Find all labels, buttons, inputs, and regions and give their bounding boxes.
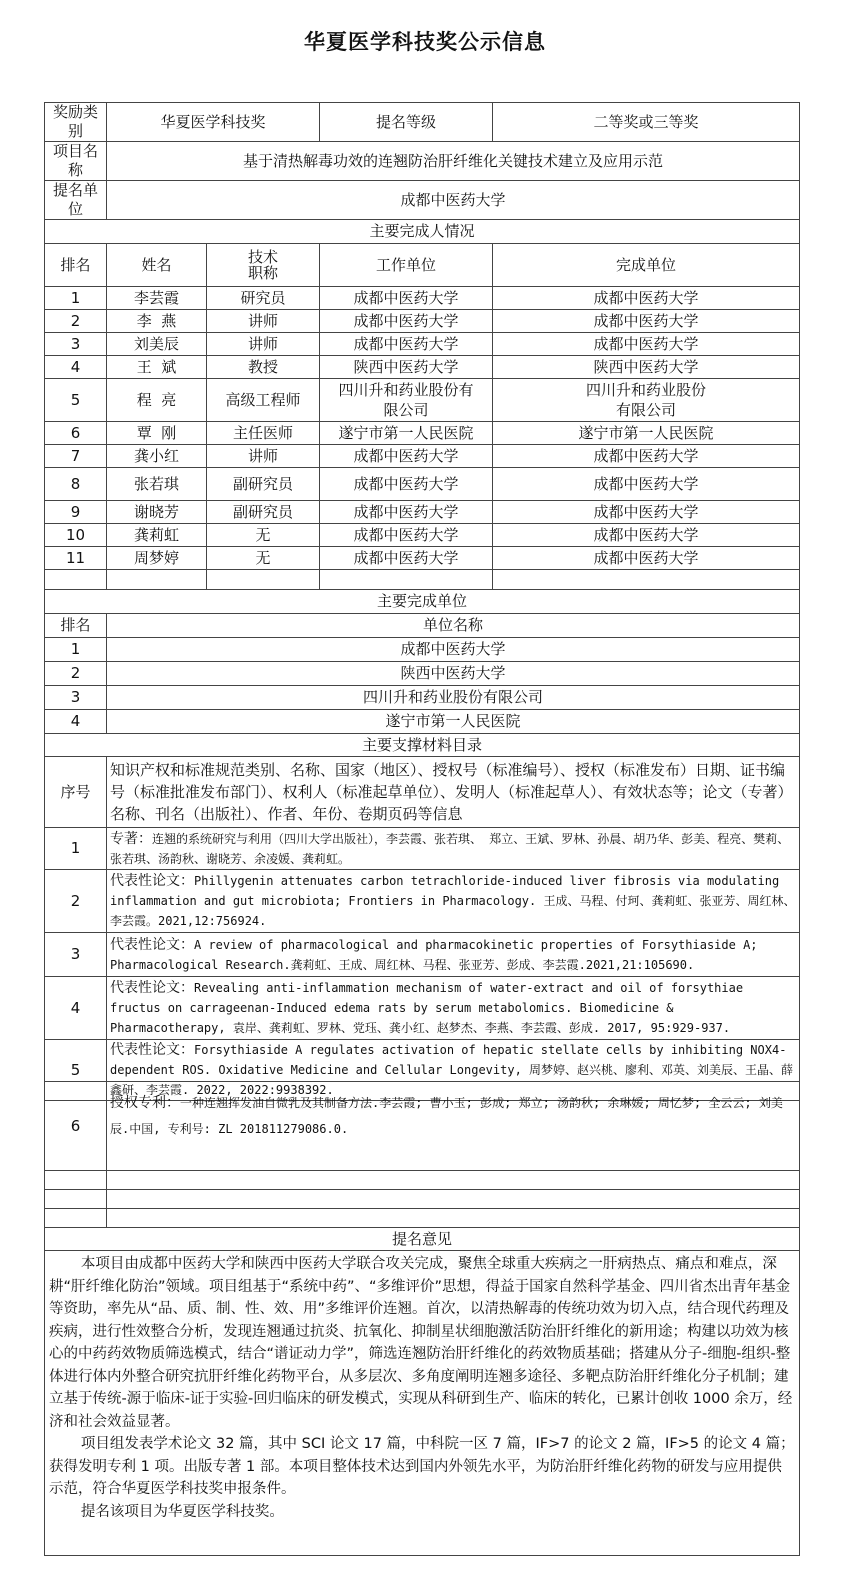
material-no: 6 xyxy=(45,1082,107,1171)
person-name: 程 亮 xyxy=(107,379,207,422)
person-rank: 10 xyxy=(45,524,107,547)
material-no: 4 xyxy=(45,977,107,1040)
opinion-section-title: 提名意见 xyxy=(45,1228,800,1251)
unit-row xyxy=(45,662,800,686)
unit-row xyxy=(45,710,800,734)
unit-rank: 4 xyxy=(45,710,107,734)
nominator-value: 成都中医药大学 xyxy=(107,181,800,220)
person-rank: 2 xyxy=(45,310,107,333)
unit-name: 遂宁市第一人民医院 xyxy=(107,710,800,734)
material-type: 代表性论文： xyxy=(110,1042,194,1058)
person-title: 讲师 xyxy=(207,310,320,333)
person-workplace: 成都中医药大学 xyxy=(320,524,493,547)
person-completion-unit: 成都中医药大学 xyxy=(493,310,800,333)
material-row xyxy=(45,977,800,1040)
persons-header-completion-unit: 完成单位 xyxy=(493,244,800,287)
person-title: 讲师 xyxy=(207,445,320,468)
person-workplace: 成都中医药大学 xyxy=(320,445,493,468)
persons-section-title: 主要完成人情况 xyxy=(45,220,800,244)
empty-cell xyxy=(107,1190,800,1209)
person-row xyxy=(45,287,800,310)
empty-cell xyxy=(45,1171,107,1190)
person-title: 无 xyxy=(207,547,320,570)
main-info-table xyxy=(44,102,800,1101)
units-header-name: 单位名称 xyxy=(107,614,800,638)
unit-rank: 1 xyxy=(45,638,107,662)
empty-cell xyxy=(207,570,320,590)
person-completion-unit: 成都中医药大学 xyxy=(493,547,800,570)
person-rank: 7 xyxy=(45,445,107,468)
person-name: 张若琪 xyxy=(107,468,207,501)
page-title: 华夏医学科技奖公示信息 xyxy=(304,30,546,54)
person-completion-unit: 四川升和药业股份 有限公司 xyxy=(493,379,800,422)
person-row xyxy=(45,501,800,524)
project-value: 基于清热解毒功效的连翘防治肝纤维化关键技术建立及应用示范 xyxy=(107,142,800,181)
opinion-body xyxy=(45,1251,800,1556)
award-value: 华夏医学科技奖 xyxy=(107,103,320,142)
materials-section-title: 主要支撑材料目录 xyxy=(45,734,800,757)
person-completion-unit: 遂宁市第一人民医院 xyxy=(493,422,800,445)
person-name: 王 斌 xyxy=(107,356,207,379)
person-workplace: 陕西中医药大学 xyxy=(320,356,493,379)
unit-rank: 2 xyxy=(45,662,107,686)
persons-header-title: 技术 职称 xyxy=(207,244,320,287)
materials-header-desc: 知识产权和标准规范类别、名称、国家（地区）、授权号（标准编号）、授权（标准发布）日期、证书编号（标准批准发布部门）、权利人（标准起草单位）、发明人（标准起草人）、有效状态等；论文（专著）名称、刊名（出版社）、作者、年份、卷期页码等信息 xyxy=(107,757,800,828)
material-type: 代表性论文： xyxy=(110,873,194,889)
person-rank: 3 xyxy=(45,333,107,356)
person-workplace: 成都中医药大学 xyxy=(320,287,493,310)
unit-row xyxy=(45,638,800,662)
units-header-rank: 排名 xyxy=(45,614,107,638)
grade-value: 二等奖或三等奖 xyxy=(493,103,800,142)
material-type: 代表性论文： xyxy=(110,980,194,996)
person-workplace: 遂宁市第一人民医院 xyxy=(320,422,493,445)
person-title: 高级工程师 xyxy=(207,379,320,422)
material-no: 3 xyxy=(45,933,107,977)
person-name: 龚莉虹 xyxy=(107,524,207,547)
person-name: 谢晓芳 xyxy=(107,501,207,524)
material-no: 1 xyxy=(45,828,107,870)
person-workplace: 成都中医药大学 xyxy=(320,310,493,333)
person-name: 周梦婷 xyxy=(107,547,207,570)
person-workplace: 成都中医药大学 xyxy=(320,501,493,524)
person-name: 李芸霞 xyxy=(107,287,207,310)
person-title: 副研究员 xyxy=(207,468,320,501)
person-row xyxy=(45,422,800,445)
units-section-title: 主要完成单位 xyxy=(45,590,800,614)
material-text: Forsythiaside A regulates activation of hepatic stellate cells by inhibiting NOX4-dependent ROS. Oxidative Medicine and Cellular Longevity, 周梦婷、赵兴桃、廖利、邓英、刘美辰、王晶、薛鑫研、李芸霞. 2022, 2022:9938392. xyxy=(110,1043,794,1097)
person-title: 无 xyxy=(207,524,320,547)
empty-cell xyxy=(320,570,493,590)
material-row xyxy=(45,828,800,870)
empty-cell xyxy=(45,1209,107,1228)
material-row xyxy=(45,870,800,933)
award-label: 奖励类别 xyxy=(45,103,107,142)
unit-name: 成都中医药大学 xyxy=(107,638,800,662)
unit-name: 陕西中医药大学 xyxy=(107,662,800,686)
persons-header-rank: 排名 xyxy=(45,244,107,287)
material-type: 代表性论文： xyxy=(110,936,194,953)
person-completion-unit: 成都中医药大学 xyxy=(493,445,800,468)
material-text: 连翘的系统研究与利用（四川大学出版社），李芸霞、张若琪、 郑立、王斌、罗林、孙晨、胡乃华、彭美、程亮、樊莉、张若琪、汤韵秋、谢晓芳、余凌媛、龚莉虹。 xyxy=(110,831,790,866)
person-rank: 6 xyxy=(45,422,107,445)
unit-row xyxy=(45,686,800,710)
material-row xyxy=(45,933,800,977)
person-title: 副研究员 xyxy=(207,501,320,524)
person-rank: 8 xyxy=(45,468,107,501)
person-completion-unit: 成都中医药大学 xyxy=(493,501,800,524)
persons-header-workplace: 工作单位 xyxy=(320,244,493,287)
person-completion-unit: 成都中医药大学 xyxy=(493,468,800,501)
nominator-label: 提名单位 xyxy=(45,181,107,220)
material-item xyxy=(107,828,800,870)
project-label: 项目名称 xyxy=(45,142,107,181)
person-completion-unit: 陕西中医药大学 xyxy=(493,356,800,379)
opinion-paragraph: 本项目由成都中医药大学和陕西中医药大学联合攻关完成，聚焦全球重大疾病之一肝病热点、痛点和难点，深耕“肝纤维化防治”领域。项目组基于“系统中药”、“多维评价”思想，得益于国家自然科学基金、四川省杰出青年基金等资助，率先从“品、质、制、性、效、用”多维评价连翘。首次，以清热解毒的传统功效为切入点，结合现代药理及疾病，进行性效整合分析，发现连翘通过抗炎、抗氧化、抑制星状细胞激活防治肝纤维化的新用途；构建以功效为核心的中药药效物质筛选模式，结合“谱证动力学”，筛选连翘防治肝纤维化的药效物质基础；搭建从分子-细胞-组织-整体进行体内外整合研究抗肝纤维化药物平台，从多层次、多角度阐明连翘多途径、多靶点防治肝纤维化分子机制；建立基于传统-源于临床-证于实验-回归临床的研发模式，实现从科研到生产、临床的转化，已累计创收 1000 余万，经济和社会效益显著。 xyxy=(49,1256,793,1430)
opinion-paragraph: 项目组发表学术论文 32 篇，其中 SCI 论文 17 篇，中科院一区 7 篇，IF>7 的论文 2 篇，IF>5 的论文 4 篇；获得发明专利 1 项。出版专著 1 部。本项目整体技术达到国内外领先水平，为防治肝纤维化药物的研发与应用提供示范，符合华夏医学科技奖申报条件。 xyxy=(49,1436,795,1497)
unit-name: 四川升和药业股份有限公司 xyxy=(107,686,800,710)
person-rank: 11 xyxy=(45,547,107,570)
empty-cell xyxy=(107,570,207,590)
person-row xyxy=(45,445,800,468)
person-title: 研究员 xyxy=(207,287,320,310)
person-row xyxy=(45,468,800,501)
material-item xyxy=(107,870,800,933)
person-workplace: 成都中医药大学 xyxy=(320,468,493,501)
person-workplace: 成都中医药大学 xyxy=(320,333,493,356)
material-type: 专著： xyxy=(110,830,152,847)
person-row xyxy=(45,379,800,422)
person-completion-unit: 成都中医药大学 xyxy=(493,524,800,547)
material-item xyxy=(107,977,800,1040)
person-name: 覃 刚 xyxy=(107,422,207,445)
person-completion-unit: 成都中医药大学 xyxy=(493,287,800,310)
empty-cell xyxy=(45,570,107,590)
material-type: 授权专利： xyxy=(110,1095,180,1111)
person-rank: 4 xyxy=(45,356,107,379)
person-row xyxy=(45,333,800,356)
person-rank: 1 xyxy=(45,287,107,310)
materials-header-no: 序号 xyxy=(45,757,107,828)
person-rank: 5 xyxy=(45,379,107,422)
person-workplace: 成都中医药大学 xyxy=(320,547,493,570)
empty-cell xyxy=(107,1171,800,1190)
person-row xyxy=(45,356,800,379)
material-text: A review of pharmacological and pharmacokinetic properties of Forsythiaside A; Pharmacological Research.龚莉虹、王成、周红林、马程、张亚芳、彭成、李芸霞.2021,21:105690. xyxy=(110,937,758,972)
person-name: 李 燕 xyxy=(107,310,207,333)
empty-cell xyxy=(493,570,800,590)
material-text: Revealing anti-inflammation mechanism of water-extract and oil of forsythiae fructus on carrageenan-Induced edema rats by serum metabolomics. Biomedicine & Pharmacotherapy, 袁岸、龚莉虹、罗林、党珏、龚小红、赵梦杰、李燕、李芸霞、彭成. 2017, 95:929-937. xyxy=(110,981,744,1035)
person-name: 刘美辰 xyxy=(107,333,207,356)
grade-label: 提名等级 xyxy=(320,103,493,142)
material-no: 5 xyxy=(45,1040,107,1101)
material-item xyxy=(107,933,800,977)
person-row xyxy=(45,524,800,547)
opinion-paragraph: 提名该项目为华夏医学科技奖。 xyxy=(80,1503,284,1520)
unit-rank: 3 xyxy=(45,686,107,710)
person-title: 主任医师 xyxy=(207,422,320,445)
person-rank: 9 xyxy=(45,501,107,524)
persons-header-name: 姓名 xyxy=(107,244,207,287)
person-name: 龚小红 xyxy=(107,445,207,468)
material-text: 一种连翘挥发油自微乳及其制备方法.李芸霞; 曹小玉; 彭成; 郑立; 汤韵秋; 余琳媛; 周忆梦; 全云云; 刘美辰.中国, 专利号: ZL 201811279086.0. xyxy=(110,1096,783,1136)
person-workplace: 四川升和药业股份有 限公司 xyxy=(320,379,493,422)
person-row xyxy=(45,310,800,333)
person-completion-unit: 成都中医药大学 xyxy=(493,333,800,356)
person-title: 教授 xyxy=(207,356,320,379)
empty-cell xyxy=(107,1209,800,1228)
material-text: Phillygenin attenuates carbon tetrachloride-induced liver fibrosis via modulating inflammation and gut microbiota; Frontiers in Pharmacology. 王成、马程、付珂、龚莉虹、张亚芳、周红林、李芸霞。2021,12:756924. xyxy=(110,874,796,928)
material-item-patent xyxy=(107,1082,800,1171)
empty-cell xyxy=(45,1190,107,1209)
patent-opinion-table xyxy=(44,1081,800,1556)
person-row xyxy=(45,547,800,570)
person-title: 讲师 xyxy=(207,333,320,356)
material-no: 2 xyxy=(45,870,107,933)
